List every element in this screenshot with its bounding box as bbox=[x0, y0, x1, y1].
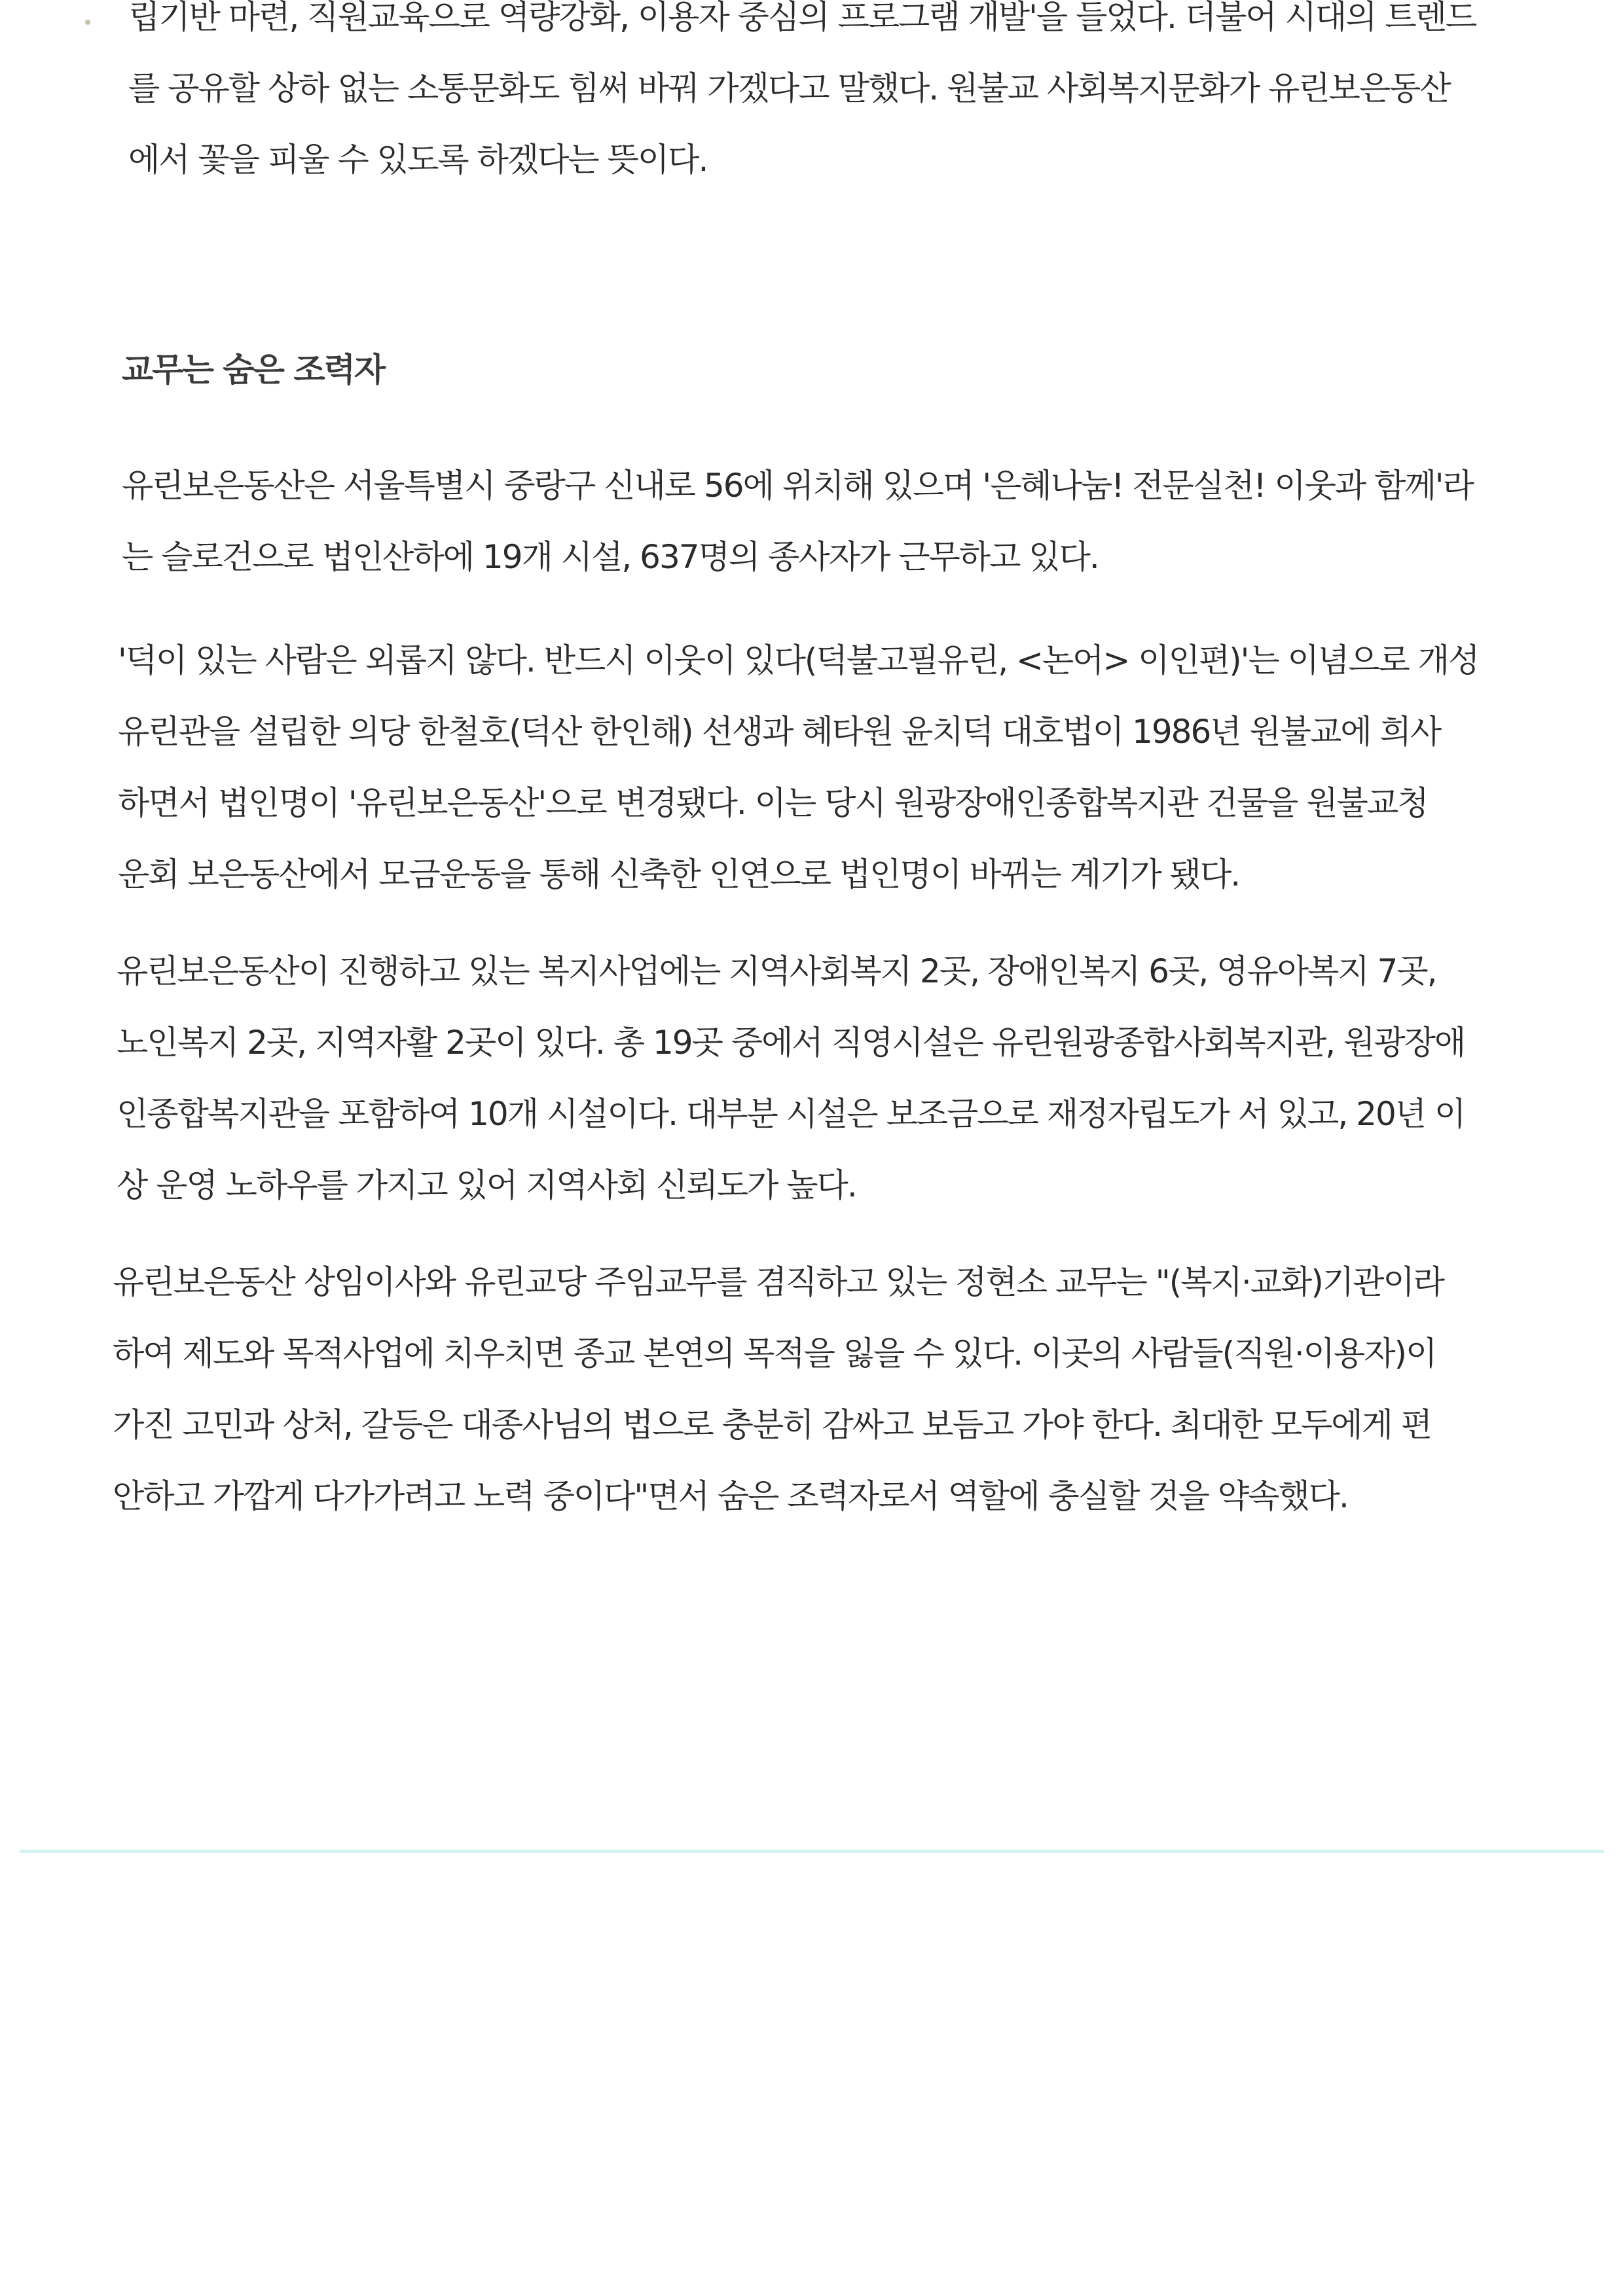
text-line: 립기반 마련, 직원교육으로 역량강화, 이용자 중심의 프로그램 개발'을 들었다. 더불어 시대의 트렌드 bbox=[128, 0, 1476, 36]
body-paragraph bbox=[122, 450, 1473, 593]
text-line: 상 운영 노하우를 가지고 있어 지역사회 신뢰도가 높다. bbox=[117, 1166, 856, 1204]
intro-paragraph bbox=[128, 0, 1476, 196]
text-line: 유린보은동산 상임이사와 유린교당 주임교무를 겸직하고 있는 정현소 교무는 "(복지·교화)기관이라 bbox=[113, 1263, 1444, 1301]
scan-divider bbox=[20, 1850, 1604, 1853]
text-line: 운회 보은동산에서 모금운동을 통해 신축한 인연으로 법인명이 바뀌는 계기가 됐다. bbox=[118, 855, 1240, 893]
text-line: 노인복지 2곳, 지역자활 2곳이 있다. 총 19곳 중에서 직영시설은 유린원광종합사회복지관, 원광장애 bbox=[117, 1024, 1465, 1062]
text-line: 하면서 법인명이 '유린보은동산'으로 변경됐다. 이는 당시 원광장애인종합복지관 건물을 원불교청 bbox=[118, 784, 1428, 822]
text-line: 가진 고민과 상처, 갈등은 대종사님의 법으로 충분히 감싸고 보듬고 가야 한다. 최대한 모두에게 편 bbox=[113, 1406, 1432, 1444]
text-line: 를 공유할 상하 없는 소통문화도 힘써 바꿔 가겠다고 말했다. 원불교 사회복지문화가 유린보은동산 bbox=[128, 69, 1450, 107]
scan-speck bbox=[85, 20, 90, 25]
text-line: 는 슬로건으로 법인산하에 19개 시설, 637명의 종사자가 근무하고 있다. bbox=[122, 538, 1099, 576]
text-line: 유린관을 설립한 의당 한철호(덕산 한인해) 선생과 혜타원 윤치덕 대호법이 1986년 원불교에 희사 bbox=[118, 713, 1441, 751]
text-line: 유린보은동산은 서울특별시 중랑구 신내로 56에 위치해 있으며 '은혜나눔! 전문실천! 이웃과 함께'라 bbox=[122, 467, 1473, 505]
text-line: 안하고 가깝게 다가가려고 노력 중이다"면서 숨은 조력자로서 역할에 충실할 것을 약속했다. bbox=[113, 1477, 1348, 1515]
text-line: '덕이 있는 사람은 외롭지 않다. 반드시 이웃이 있다(덕불고필유린, <논어> 이인편)'는 이념으로 개성 bbox=[118, 641, 1479, 679]
body-paragraph bbox=[117, 936, 1465, 1221]
text-line: 유린보은동산이 진행하고 있는 복지사업에는 지역사회복지 2곳, 장애인복지 6곳, 영유아복지 7곳, bbox=[117, 952, 1436, 990]
section-heading: 교무는 숨은 조력자 bbox=[122, 351, 385, 389]
text-line: 에서 꽃을 피울 수 있도록 하겠다는 뜻이다. bbox=[128, 141, 708, 179]
text-line: 인종합복지관을 포함하여 10개 시설이다. 대부분 시설은 보조금으로 재정자립도가 서 있고, 20년 이 bbox=[117, 1095, 1465, 1133]
body-paragraph bbox=[113, 1247, 1444, 1532]
text-line: 하여 제도와 목적사업에 치우치면 종교 본연의 목적을 잃을 수 있다. 이곳의 사람들(직원·이용자)이 bbox=[113, 1335, 1436, 1372]
body-paragraph bbox=[118, 625, 1478, 910]
